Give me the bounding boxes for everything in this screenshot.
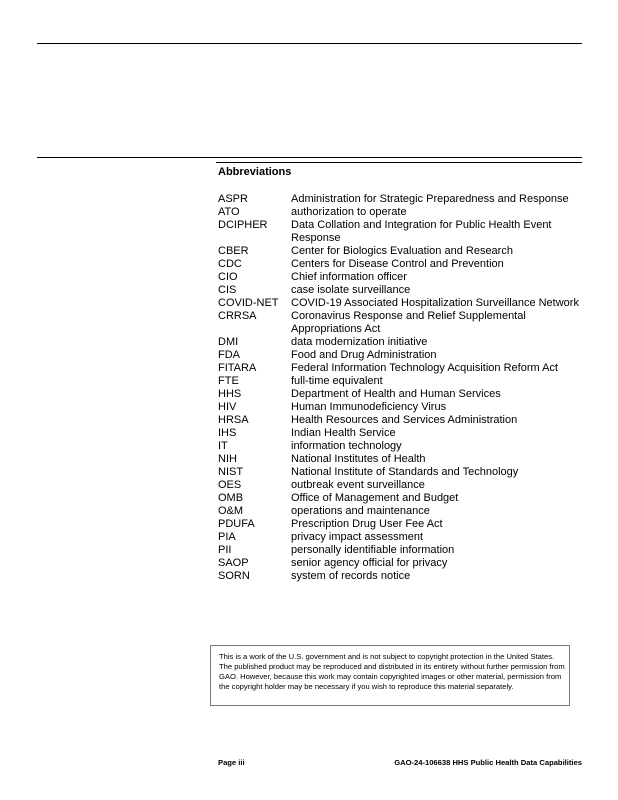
abbreviation-term: HHS	[218, 388, 242, 400]
abbreviation-row	[218, 258, 583, 271]
abbreviation-row	[218, 388, 583, 401]
abbreviation-definition: Food and Drug Administration	[291, 349, 437, 361]
abbreviation-term: PII	[218, 544, 232, 556]
abbreviation-term: PDUFA	[218, 518, 255, 530]
abbreviation-row	[218, 479, 583, 492]
abbreviation-definition: outbreak event surveillance	[291, 479, 425, 491]
abbreviation-definition: Federal Information Technology Acquisition Reform Act	[291, 362, 558, 374]
abbreviation-term: HRSA	[218, 414, 249, 426]
abbreviation-term: ATO	[218, 206, 240, 218]
abbreviation-term: FDA	[218, 349, 240, 361]
abbreviation-row	[218, 414, 583, 427]
abbreviation-term: SAOP	[218, 557, 249, 569]
abbreviation-definition: National Institute of Standards and Technology	[291, 466, 519, 478]
abbreviation-term: NIH	[218, 453, 237, 465]
abbreviation-row	[218, 557, 583, 570]
abbreviation-term: CDC	[218, 258, 242, 270]
abbreviation-row	[218, 206, 583, 219]
abbreviation-term: CIO	[218, 271, 238, 283]
abbreviations-heading: Abbreviations	[218, 166, 292, 178]
abbreviation-term: SORN	[218, 570, 250, 582]
abbreviation-term: PIA	[218, 531, 236, 543]
abbreviation-row	[218, 427, 583, 440]
top-rule	[37, 43, 582, 44]
abbreviation-row	[218, 401, 583, 414]
abbreviation-row	[218, 531, 583, 544]
abbreviation-definition: privacy impact assessment	[291, 531, 424, 543]
abbreviation-term: DMI	[218, 336, 239, 348]
abbreviation-term: ASPR	[218, 193, 248, 205]
abbreviations-list	[218, 193, 583, 583]
abbreviation-definition: Health Resources and Services Administration	[291, 414, 518, 426]
abbreviation-row	[218, 440, 583, 453]
abbreviation-term: O&M	[218, 505, 244, 517]
abbreviation-row	[218, 271, 583, 284]
abbreviation-term: NIST	[218, 466, 244, 478]
abbreviation-term: CIS	[218, 284, 237, 296]
abbreviation-row	[218, 362, 583, 375]
abbreviation-definition: case isolate surveillance	[291, 284, 411, 296]
abbreviation-row	[218, 245, 583, 258]
abbreviation-term: FITARA	[218, 362, 257, 374]
abbreviation-row	[218, 466, 583, 479]
abbreviation-term: CBER	[218, 245, 249, 257]
abbreviation-definition: Human Immunodeficiency Virus	[291, 401, 447, 413]
abbreviation-definition: COVID-19 Associated Hospitalization Surveillance Network	[291, 297, 579, 309]
abbreviation-row	[218, 193, 583, 206]
abbreviation-definition: senior agency official for privacy	[291, 557, 448, 569]
abbreviation-definition: information technology	[291, 440, 402, 452]
page-number: Page iii	[218, 758, 245, 767]
abbreviation-definition: Chief information officer	[291, 271, 407, 283]
abbreviation-term: COVID-NET	[218, 297, 279, 309]
abbreviation-term: OES	[218, 479, 242, 491]
abbreviation-row	[218, 310, 583, 336]
abbreviation-definition: Department of Health and Human Services	[291, 388, 501, 400]
abbreviation-term: OMB	[218, 492, 244, 504]
abbreviation-term: HIV	[218, 401, 237, 413]
abbreviation-row	[218, 505, 583, 518]
abbreviation-definition: authorization to operate	[291, 206, 407, 218]
abbreviation-row	[218, 349, 583, 362]
abbreviation-row	[218, 336, 583, 349]
abbreviation-term: IHS	[218, 427, 237, 439]
abbreviation-definition: system of records notice	[291, 570, 411, 582]
abbreviation-term: CRRSA	[218, 310, 257, 322]
copyright-notice-box	[210, 645, 570, 706]
abbreviation-row	[218, 219, 583, 245]
abbreviation-definition: Office of Management and Budget	[291, 492, 459, 504]
report-title: GAO-24-106638 HHS Public Health Data Capabilities	[394, 758, 582, 767]
section-rule	[37, 157, 582, 158]
abbreviation-row	[218, 297, 583, 310]
abbreviation-term: FTE	[218, 375, 239, 387]
abbreviation-row	[218, 518, 583, 531]
abbreviation-definition: National Institutes of Health	[291, 453, 426, 465]
abbreviation-definition: Coronavirus Response and Relief Supplemental Appropriations Act	[291, 310, 526, 335]
abbreviation-definition: Center for Biologics Evaluation and Research	[291, 245, 513, 257]
abbreviation-definition: data modernization initiative	[291, 336, 428, 348]
abbreviation-row	[218, 375, 583, 388]
abbreviation-definition: personally identifiable information	[291, 544, 455, 556]
abbreviation-definition: Administration for Strategic Preparedness and Response	[291, 193, 569, 205]
abbreviation-row	[218, 544, 583, 557]
abbreviation-definition: full-time equivalent	[291, 375, 383, 387]
abbreviation-row	[218, 570, 583, 583]
abbreviation-row	[218, 284, 583, 297]
abbreviation-term: DCIPHER	[218, 219, 268, 231]
abbreviation-definition: Data Collation and Integration for Public Health Event Response	[291, 219, 552, 244]
abbreviation-definition: Prescription Drug User Fee Act	[291, 518, 443, 530]
abbreviation-definition: Indian Health Service	[291, 427, 396, 439]
abbreviations-rule	[216, 162, 582, 163]
abbreviation-row	[218, 453, 583, 466]
copyright-notice-text: This is a work of the U.S. government and is not subject to copyright protection in the United States. The published product may be reproduced and distributed in its entirety without further permission from GAO. However, because this work may contain copyrighted images or other material, permission from the copyright holder may be necessary if you wish to reproduce this material separately.	[219, 652, 565, 691]
abbreviation-definition: operations and maintenance	[291, 505, 430, 517]
abbreviation-row	[218, 492, 583, 505]
abbreviation-term: IT	[218, 440, 228, 452]
abbreviation-definition: Centers for Disease Control and Prevention	[291, 258, 504, 270]
